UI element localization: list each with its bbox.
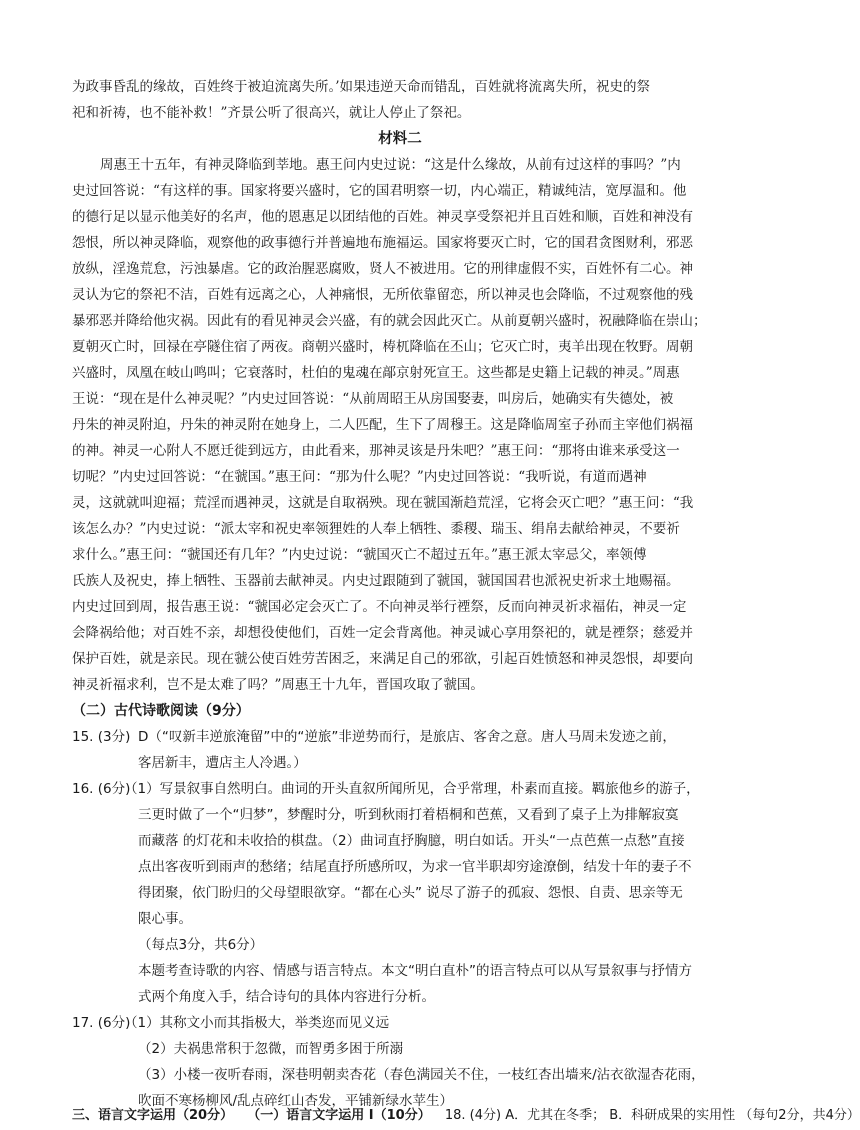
material2-line: 保护百姓，就是亲民。现在虢公使百姓劳苦困乏，来满足自己的邪欲，引起百姓愤怒和神灵怨恨，却要向 — [72, 651, 693, 667]
material2-title: 材料二 — [378, 130, 422, 147]
material2-line: 的神。神灵一心附人不愿迁徙到远方，由此看来，那神灵该是丹朱吧？”惠王问：“那将由谁来承受这一 — [72, 443, 680, 459]
answer-16-line: 限心事。 — [138, 911, 192, 927]
material2-line: 夏朝灭亡时，回禄在亭隧住宿了两夜。商朝兴盛时，梼杌降临在丕山；它灭亡时，夷羊出现在牧野。周朝 — [72, 339, 693, 355]
material2-line: 灵，这就就叫迎福；荒淫而遇神灵，这就是自取祸殃。现在虢国渐趋荒淫，它将会灭亡吧？”惠王问：“我 — [72, 495, 694, 511]
language-section-strip — [72, 1104, 860, 1128]
answer-16-line: 点出客夜听到雨声的愁绪；结尾直抒所感所叹，为求一官半职却穷途潦倒，结发十年的妻子不 — [138, 859, 692, 875]
answer-17-line: （1）其称文小而其指极大，举类迩而见义远 — [124, 1015, 390, 1031]
answer-16-line: 得团聚，依门盼归的父母望眼欲穿。“都在心头” 说尽了游子的孤寂、怨恨、自责、思亲等无 — [138, 885, 683, 901]
material1-line: 祀和祈祷，也不能补救！”齐景公听了很高兴，就让人停止了祭祀。 — [72, 105, 471, 121]
answer-15-line: D（“叹新丰逆旅淹留”中的“逆旅”非逆势而行，是旅店、客舍之意。唐人马周未发迹之前， — [138, 729, 676, 745]
answer-16-line: 而藏落 的灯花和未收拾的棋盘。（2）曲词直抒胸臆，明白如话。开头“一点芭蕉一点愁”直接 — [138, 833, 685, 849]
material2-line: 暴邪恶并降给他灾祸。因此有的看见神灵会兴盛，有的就会因此灭亡。从前夏朝兴盛时，祝融降临在崇山； — [72, 313, 707, 329]
material2-line: 怨恨，所以神灵降临，观察他的政事德行并普遍地布施福运。国家将要灭亡时，它的国君贪图财利，邪恶 — [72, 235, 693, 251]
material2-line: 内史过回到周，报告惠王说：“虢国必定会灭亡了。不向神灵举行禋祭，反而向神灵祈求福佑，神灵一定 — [72, 599, 687, 615]
question-number-17: 17. (6分) — [72, 1015, 131, 1031]
material2-line: 周惠王十五年，有神灵降临到莘地。惠王问内史过说：“这是什么缘故，从前有过这样的事吗？”内 — [100, 157, 681, 173]
material2-line: 求什么。”惠王问：“虢国还有几年？”内史过说：“虢国灭亡不超过五年。”惠王派太宰忌父，率领傅 — [72, 547, 647, 563]
answer-18-text: A．尤其在冬季； B．科研成果的实用性 （每句2分，共4分） — [505, 1108, 860, 1123]
question-number-16: 16. (6分) — [72, 781, 131, 797]
material2-line: 神灵祈福求利，岂不是太难了吗？”周惠王十九年，晋国攻取了虢国。 — [72, 677, 484, 693]
answer-16-line: （1）写景叙事自然明白。曲词的开头直叙所闻所见，合乎常理，朴素而直接。羁旅他乡的游子， — [124, 781, 700, 797]
material2-line: 兴盛时，凤凰在岐山鸣叫；它衰落时，杜伯的鬼魂在鄗京射死宣王。这些都是史籍上记载的神灵。”周惠 — [72, 365, 680, 381]
material2-line: 会降祸给他；对百姓不亲，却想役使他们，百姓一定会背离他。神灵诚心享用祭祀的，就是禋祭；慈爱并 — [72, 625, 693, 641]
section-heading-language: 三、语言文字运用（20分） — [72, 1108, 234, 1123]
material2-line: 氏族人及祝史，捧上牺牲、玉器前去献神灵。内史过跟随到了虢国，虢国国君也派祝史祈求土地赐福。 — [72, 573, 680, 589]
section-heading-poetry: （二）古代诗歌阅读（9分） — [72, 703, 250, 719]
scoring-note-16: （每点3分，共6分） — [138, 937, 264, 953]
answer-16-line: 本题考查诗歌的内容、情感与语言特点。本文“明白直朴”的语言特点可以从写景叙事与抒情方 — [138, 963, 692, 979]
answer-17-line: 吹面不寒杨柳风/乱点碎红山杏发，平铺新绿水苹生） — [138, 1093, 454, 1109]
subsection-heading-language-1: （一）语言文字运用 Ⅰ（10分） — [247, 1108, 431, 1123]
material2-line: 的德行足以显示他美好的名声，他的恩惠足以团结他的百姓。神灵享受祭祀并且百姓和顺，百姓和神没有 — [72, 209, 693, 225]
question-number-18: 18. (4分) — [444, 1108, 502, 1123]
answer-16-line: 式两个角度入手，结合诗句的具体内容进行分析。 — [138, 989, 435, 1005]
answer-17-line: （3）小楼一夜听春雨，深巷明朝卖杏花（春色满园关不住，一枝红杏出墙来/沾衣欲湿杏花雨， — [138, 1067, 705, 1083]
answer-16-line: 三更时做了一个“归梦”，梦醒时分，听到秋雨打着梧桐和芭蕉，又看到了桌子上为排解寂寞 — [138, 807, 679, 823]
material1-line: 为政事昏乱的缘故，百姓终于被迫流离失所。’如果违逆天命而错乱，百姓就将流离失所，祝史的祭 — [72, 79, 651, 95]
material2-line: 放纵，淫逸荒怠，污浊暴虐。它的政治腥恶腐败，贤人不被进用。它的刑律虚假不实，百姓怀有二心。神 — [72, 261, 693, 277]
material2-line: 丹朱的神灵附迫，丹朱的神灵附在她身上，二人匹配，生下了周穆王。这是降临周室子孙而主宰他们祸福 — [72, 417, 693, 433]
answer-17-line: （2）夫祸患常积于忽微，而智勇多困于所溺 — [138, 1041, 404, 1057]
material2-line: 史过回答说：“有这样的事。国家将要兴盛时，它的国君明察一切，内心端正，精诚纯洁，宽厚温和。他 — [72, 183, 687, 199]
answer-15-line: 客居新丰，遭店主人冷遇。） — [138, 755, 307, 771]
material2-line: 灵认为它的祭祀不洁，百姓有远离之心，人神痛恨，无所依靠留恋，所以神灵也会降临，不过观察他的残 — [72, 287, 693, 303]
material2-line: 王说：“现在是什么神灵呢？”内史过回答说：“从前周昭王从房国娶妻，叫房后，她确实有失德处，被 — [72, 391, 674, 407]
material2-line: 该怎么办？”内史过说：“派太宰和祝史率领狸姓的人奉上牺牲、黍稷、瑞玉、绢帛去献给神灵，不要祈 — [72, 521, 680, 537]
material2-line: 切呢？”内史过回答说：“在虢国。”惠王问：“那为什么呢？”内史过回答说：“我听说，有道而遇神 — [72, 469, 647, 485]
question-number-15: 15. (3分) — [72, 729, 131, 745]
